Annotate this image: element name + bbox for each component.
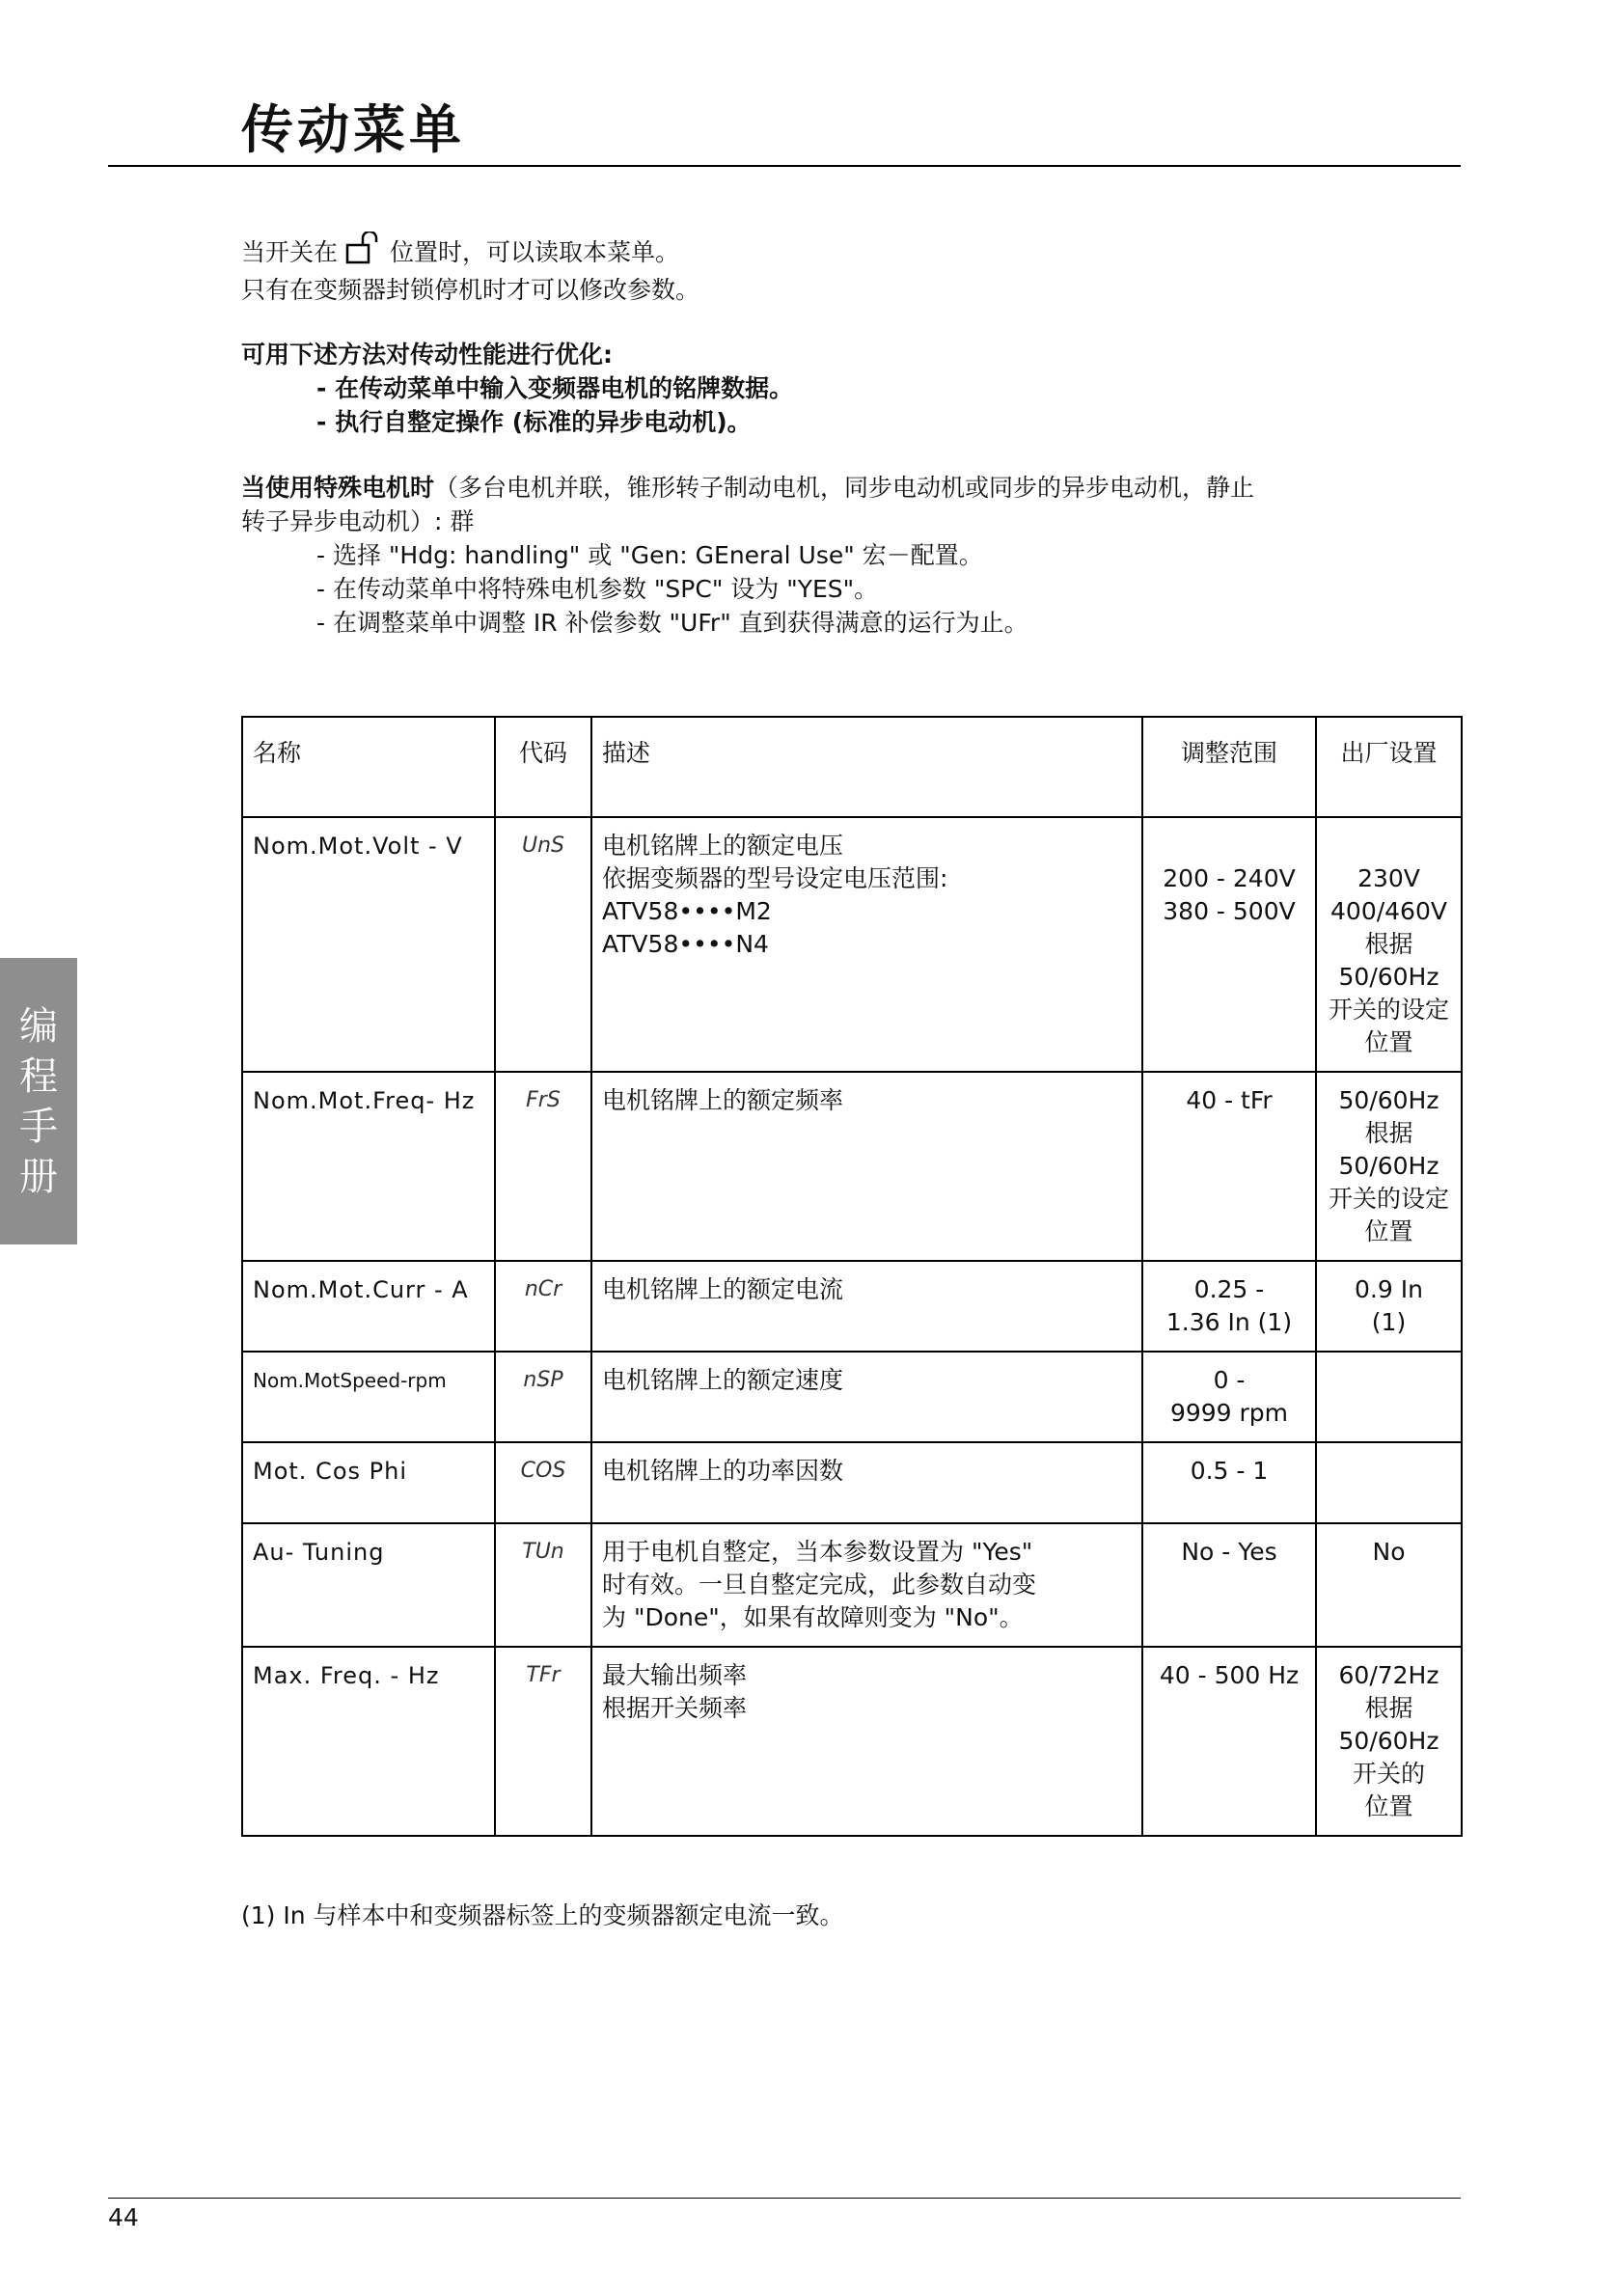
page-title: 传动菜单 bbox=[241, 98, 465, 160]
param-name: Nom.Mot.Freq- Hz bbox=[242, 1072, 495, 1261]
param-code: COS bbox=[495, 1442, 591, 1523]
footnote: (1) In 与样本中和变频器标签上的变频器额定电流一致。 bbox=[241, 1901, 844, 1929]
param-description: 电机铭牌上的功率因数 bbox=[591, 1442, 1142, 1523]
table-header-row bbox=[242, 717, 1462, 817]
optimize-paragraph bbox=[241, 338, 1466, 439]
param-description: 电机铭牌上的额定频率 bbox=[591, 1072, 1142, 1261]
param-range: 40 - 500 Hz bbox=[1142, 1647, 1316, 1836]
table-row bbox=[242, 1261, 1462, 1352]
table-row bbox=[242, 817, 1462, 1072]
table-row bbox=[242, 1523, 1462, 1647]
param-code: nCr bbox=[495, 1261, 591, 1352]
param-description: 电机铭牌上的额定电压 依据变频器的型号设定电压范围: ATV58••••M2 ATV58••••N4 bbox=[591, 817, 1142, 1072]
title-divider bbox=[108, 165, 1461, 167]
optimize-item: - 在传动菜单中输入变频器电机的铭牌数据。 bbox=[316, 374, 794, 402]
param-description: 最大输出频率 根据开关频率 bbox=[591, 1647, 1142, 1836]
param-factory-setting bbox=[1316, 1352, 1462, 1442]
special-item: - 在调整菜单中调整 IR 补偿参数 "UFr" 直到获得满意的运行为止。 bbox=[316, 609, 1028, 637]
intro-line-1: 当开关在 位置时，可以读取本菜单。 bbox=[241, 232, 1466, 273]
param-description: 电机铭牌上的额定电流 bbox=[591, 1261, 1142, 1352]
header-factory-setting: 出厂设置 bbox=[1316, 717, 1462, 817]
special-motor-paragraph bbox=[241, 471, 1466, 640]
param-code: TUn bbox=[495, 1523, 591, 1647]
page-number: 44 bbox=[108, 2203, 139, 2231]
param-range: 40 - tFr bbox=[1142, 1072, 1316, 1261]
optimize-heading: 可用下述方法对传动性能进行优化: bbox=[241, 341, 613, 369]
param-range: No - Yes bbox=[1142, 1523, 1316, 1647]
param-code: TFr bbox=[495, 1647, 591, 1836]
table-row bbox=[242, 1072, 1462, 1261]
param-description: 用于电机自整定，当本参数设置为 "Yes" 时有效。一旦自整定完成，此参数自动变 为 "Done"，如果有故障则变为 "No"。 bbox=[591, 1523, 1142, 1647]
param-factory-setting: 60/72Hz 根据 50/60Hz 开关的 位置 bbox=[1316, 1647, 1462, 1836]
special-line-2: 转子异步电动机）: 群 bbox=[241, 507, 475, 535]
side-section-tab: 编 程 手 册 bbox=[0, 958, 77, 1244]
table-row bbox=[242, 1352, 1462, 1442]
param-range: 0.25 - 1.36 In (1) bbox=[1142, 1261, 1316, 1352]
param-range: 0.5 - 1 bbox=[1142, 1442, 1316, 1523]
special-item: - 在传动菜单中将特殊电机参数 "SPC" 设为 "YES"。 bbox=[316, 575, 879, 603]
param-range: 0 - 9999 rpm bbox=[1142, 1352, 1316, 1442]
footer-divider bbox=[108, 2198, 1461, 2199]
drive-parameters-table bbox=[241, 716, 1463, 1837]
unlocked-padlock-icon bbox=[345, 232, 382, 273]
table-row bbox=[242, 1647, 1462, 1836]
param-code: UnS bbox=[495, 817, 591, 1072]
header-code: 代码 bbox=[495, 717, 591, 817]
param-factory-setting bbox=[1316, 1442, 1462, 1523]
header-name: 名称 bbox=[242, 717, 495, 817]
param-factory-setting: 0.9 In (1) bbox=[1316, 1261, 1462, 1352]
header-description: 描述 bbox=[591, 717, 1142, 817]
intro-paragraph bbox=[241, 232, 1466, 307]
param-factory-setting: No bbox=[1316, 1523, 1462, 1647]
param-name: Au- Tuning bbox=[242, 1523, 495, 1647]
param-code: FrS bbox=[495, 1072, 591, 1261]
param-code: nSP bbox=[495, 1352, 591, 1442]
param-factory-setting: 50/60Hz 根据 50/60Hz 开关的设定 位置 bbox=[1316, 1072, 1462, 1261]
param-description: 电机铭牌上的额定速度 bbox=[591, 1352, 1142, 1442]
intro-line-2: 只有在变频器封锁停机时才可以修改参数。 bbox=[241, 276, 700, 304]
header-range: 调整范围 bbox=[1142, 717, 1316, 817]
param-name: Max. Freq. - Hz bbox=[242, 1647, 495, 1836]
special-lead: 当使用特殊电机时（多台电机并联，锥形转子制动电机，同步电动机或同步的异步电动机，静止 bbox=[241, 474, 1255, 502]
param-range: 200 - 240V 380 - 500V bbox=[1142, 817, 1316, 1072]
optimize-item: - 执行自整定操作 (标准的异步电动机)。 bbox=[316, 408, 752, 436]
param-name: Nom.Mot.Curr - A bbox=[242, 1261, 495, 1352]
table-row bbox=[242, 1442, 1462, 1523]
param-name: Nom.MotSpeed-rpm bbox=[242, 1352, 495, 1442]
param-name: Mot. Cos Phi bbox=[242, 1442, 495, 1523]
param-name: Nom.Mot.Volt - V bbox=[242, 817, 495, 1072]
special-item: - 选择 "Hdg: handling" 或 "Gen: GEneral Use" 宏－配置。 bbox=[316, 541, 983, 569]
param-factory-setting: 230V 400/460V 根据 50/60Hz 开关的设定 位置 bbox=[1316, 817, 1462, 1072]
